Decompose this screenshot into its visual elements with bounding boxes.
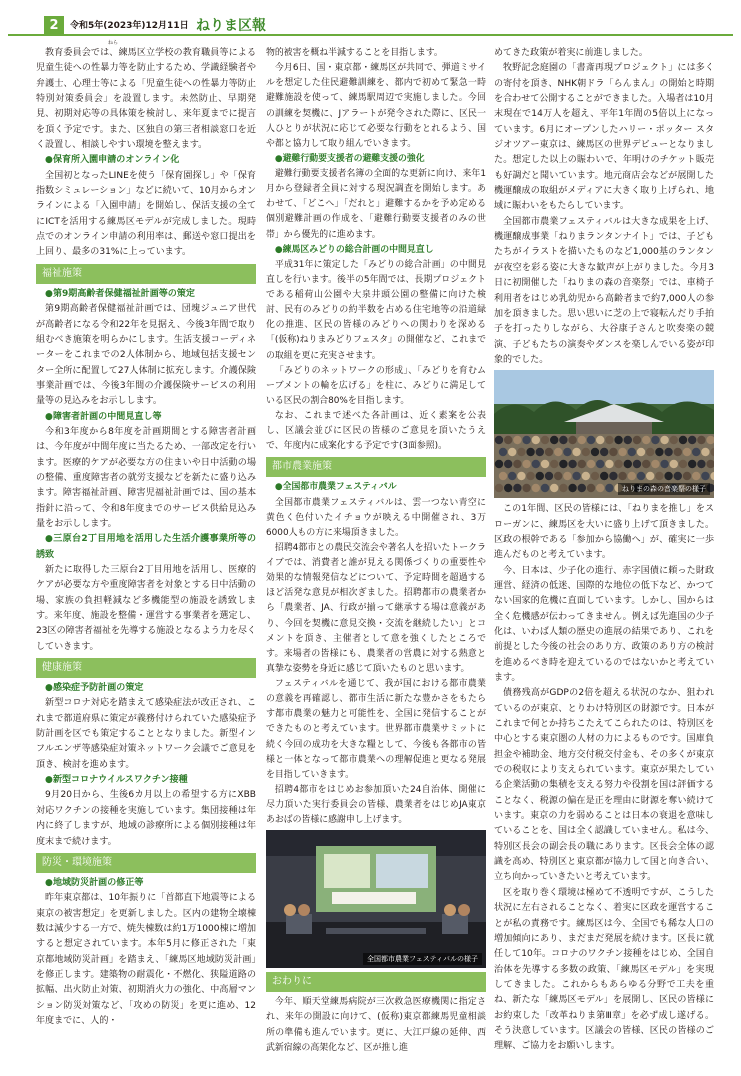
section-heading: おわりに — [266, 972, 486, 992]
paragraph: 招聘4都市をはじめお参加頂いた24自治体、開催に尽力頂いた実行委員会の皆様、農業者をはじめJA東京あおばの皆様に感謝申し上げます。 — [266, 784, 486, 826]
paragraph: 昨年東京都は、10年振りに「首都直下地震等による東京の被害想定」を更新しました。区内の建物全壊棟数は減少する一方で、焼失棟数は約1万1000棟に増加すると想定されています。本年5月に修正された「東京都地域防災計画」を踏まえ、「練馬区地域防災計画」を修正します。建築物の耐震化・不燃化、狭隘道路の拡幅、出火防止対策、初期消火力の強化、中高層マンション防災対策など、「攻めの防災」を更に進め、12年度までに、人的・ — [36, 893, 256, 1026]
paragraph: 今和3年度から8年度を計画期間とする障害者計画は、今年度が中間年度に当たるため、一部改定を行います。医療的ケアが必要な方の住まいや日中活動の場の整備、重度障害者の就労支援などを新たに盛り込みます。障害福祉計画、障害児福祉計画では、国の基本指針に沿って、令和8年度までのサービス供給見込み量をお示しします。 — [36, 426, 256, 529]
photo — [494, 370, 714, 498]
paragraph: フェスティバルを通じて、我が国における都市農業の意義を再確認し、都市生活に新たな豊かさをもたらす都市農業の魅力と可能性を、全国に発信することができたものと考えています。世界都市農業サミットに続く今回の成功を大きな糧として、今後も各都市の皆様と一体となって都市農業への理解促進と更なる発展を目指していきます。 — [266, 679, 486, 780]
paragraph: 9月20日から、生後6カ月以上の希望する方にXBB対応ワクチンの接種を実施しています。集団接種は年内に終了しますが、地域の診療所による個別接種は年度末まで続けます。 — [36, 790, 256, 847]
subsection-heading: ●保育所入園申請のオンライン化 — [45, 155, 180, 166]
paragraph: 全国初となったLINEを使う「保育園探し」や「保育指数シミュレーション」などに続いて、10月からオンラインによる「入園申請」を開始し、保活支援の全てにICTを活用する練馬区モデルが完成しました。現時点でのオンライン申請の利用率は、郵送や窓口提出を上回り、最多の31%に上っています。 — [36, 170, 256, 258]
paragraph: 今年、順天堂練馬病院が三次救急医療機関に指定され、来年の開設に向けて、(仮称)東京都練馬児童相談所の準備も進んでいます。更に、大江戸線の延伸、西武新宿線の高架化など、区が推し進 — [266, 997, 486, 1053]
paragraph: 第9期高齢者保健福祉計画では、団塊ジュニア世代が高齢者になる令和22年を見据え、今後3年間で取り組むべき施策を明らかにします。生活支援コーディネーターをこれまでの2人体制から、地域包括支援センター全所に配置して27人体制に拡充します。介護保険事業計画では、今後3年間の介護保険サービスの利用量等の見込みをお示しします。 — [36, 304, 256, 407]
paragraph: めてきた政策が着実に前進しました。 — [494, 48, 648, 58]
subsection-heading: ●障害者計画の中間見直し等 — [45, 411, 162, 422]
paragraph: 招聘4都市との農民交流会や著名人を招いたトークライブでは、消費者と誰が見える関係づくりの重要性や効果的な情報発信などについて、予定時間を超過するほど活発な意見が相次ぎました。招聘都市の農業者から「農業者、JA、行政が揃って継承する場は意義があり、今回を契機に意見交換・交流を継続したい」とコメントを頂き、主催者として意を強くしたところです。来場者の皆様にも、農業者の営農に対する熱意と真摯な姿勢を身近に感じて頂いたものと思います。 — [266, 542, 486, 674]
paragraph: 教育委員会では、練馬区立学校の教育職員等による児童生徒への性暴力等を防止するため、学識経験者や弁護士、心理士等による「児童生徒への性暴力等防止特別対策委員会」を設置します。未然防止、早期発見、初期対応等の具体策を検討し、来年夏までに提言を頂く予定です。また、区独自の第三者相談窓口を近く設置し、相談しやすい環境を整えます。 — [36, 48, 256, 151]
issue-date: 令和5年(2023年)12月11日 — [70, 21, 189, 31]
subsection-heading: ●避難行動要支援者の避難支援の強化 — [274, 153, 425, 164]
subsection-heading: ●練馬区みどりの総合計画の中間見直し — [274, 244, 434, 255]
paragraph: 牧野記念庭園の「書斎再現プロジェクト」には多くの寄付を頂き、NHK朝ドラ「らんまん」の開始と時期を合わせて公開することができました。入場者は10月末現在で14万人を超え、平年1年間の5倍以上になっています。6月にオープンしたハリー・ポッター スタジオツアー東京は、練馬区の世界デビューとなりました。想定した以上の賑わいで、年明けのチケット販売も好調だと聞いています。地元商店会などが展開した機運醸成の取組がメディアに大きく取り上げられ、地域に賑わいをもたらしています。 — [494, 63, 714, 212]
paragraph: 新たに取得した三原台2丁目用地を活用し、医療的ケアが必要な方や重度障害者を対象とする日中活動の場、家族の負担軽減など多機能型の施設を誘致します。来年度、施設を整備・運営する事業者を選定し、23区の障害者福祉を先導する施設となるよう力を尽くしていきます。 — [36, 565, 256, 652]
paragraph: 今、日本は、少子化の進行、赤字国債に頼った財政運営、経済の低迷、国際的な地位の低下など、かつてない国家的危機に直面しています。しかし、国からは全く危機感が伝わってきません。例えば先進国の少子化は、いわば人類の歴史の進展の結果であり、これを前提とした今後の社会のあり方、政策のあり方の検討を進めるべき時を迎えているのではないかと考えています。 — [494, 565, 714, 683]
column-3 — [494, 46, 714, 1055]
column-2 — [266, 46, 486, 1056]
paragraph: 全国都市農業フェスティバルは、雲一つない青空に黄色く色付いたイチョウが映える中開催され、3万6000人もの方に来場頂きました。 — [266, 497, 486, 538]
page-number: 2 — [44, 16, 64, 36]
subsection-heading: ●三原台2丁目用地を活用した生活介護事業所等の誘致 — [36, 534, 256, 560]
column-1 — [36, 46, 256, 1029]
paragraph: 物的被害を概ね半減することを目指します。 — [266, 48, 443, 58]
photo-caption: 全国都市農業フェスティバルの様子 — [363, 953, 482, 965]
page-header — [8, 6, 733, 36]
paragraph: 「みどりのネットワークの形成」、「みどりを育むムーブメントの輪を広げる」を柱に、みどりに満足している区民の割合80%を目指します。 — [266, 365, 486, 406]
paragraph: 債務残高がGDPの2倍を超える状況のなか、狙われているのが東京、とりわけ特別区の財源です。日本がこれまで何とか持ちこたえてこられたのは、特別区を中心とする東京圏の人材の力によるものです。国庫負担金や補助金、地方交付税交付金も、その多くが東京での税収により支えられています。東京が果たしている企業活動の集積を支える努力や役割を国は評価することなく、税源の偏在是正を理由に財源を奪い続けています。東京の力を弱めることは日本の衰退を意味していることを、国は全く認識していません。私は今、特別区長会の副会長の職にあります。区長会全体の認識を高め、特別区と東京都が協力して国と向き合い、立ち向かっていきたいと考えています。 — [494, 688, 714, 883]
paragraph: 今月6日、国・東京都・練馬区が共同で、弾道ミサイルを想定した住民避難訓練を、都内で初めて緊急一時避難施設を使って、練馬駅周辺で実施しました。今回の訓練を契機に、Jアラートが発令された際に、区民一人ひとりが状況に応じて必要な行動をとれるよう、国や都と協力して取り組んでいきます。 — [266, 63, 486, 149]
photo-caption: ねりまの森の音楽祭の様子 — [618, 483, 710, 495]
photo — [266, 830, 486, 968]
subsection-heading: ●第9期高齢者保健福祉計画等の策定 — [45, 288, 195, 299]
publication-logo: ねりま区報 — [196, 18, 266, 34]
subsection-heading: ●全国都市農業フェスティバル — [274, 482, 397, 493]
paragraph: なお、これまで述べた各計画は、近く素案を公表し、区議会並びに区民の皆様のご意見を頂いたうえで、年度内に成案化する予定です(3面参照)。 — [266, 411, 486, 452]
paragraph: 全国都市農業フェスティバルは大きな成果を上げ、機運醸成事業「ねりまランタンナイト」では、子どもたちがイラストを描いたものなど1,000基のランタンが夜空を彩る姿に大きな歓声が上がりました。今月3日に初開催した「ねりまの森の音楽祭」では、車椅子利用者をはじめ乳幼児から高齢者まで約7,000人の参加を頂きました。思い思いに芝の上で寝転んだり手拍子を打ったりしながら、大谷康子さんと吹奏楽の競演、子どもたちの演奏やダンスを楽しんでいる姿が印象的でした。 — [494, 216, 714, 365]
section-heading: 都市農業施策 — [266, 457, 486, 477]
section-heading: 防災・環境施策 — [36, 853, 256, 873]
subsection-heading: ●感染症予防計画の策定 — [45, 683, 144, 694]
subsection-heading: ●地域防災計画の修正等 — [45, 877, 144, 888]
paragraph: 平成31年に策定した「みどりの総合計画」の中間見直しを行います。後半の5年間では、長期プロジェクトである稲荷山公園や大泉井頭公園の整備に向けた検討、民有のみどりの約半数を占める住宅地等の沿道緑化の推進、区民の皆様のみどりへの関わりを深める「(仮称)ねりまみどりフェスタ」の開催など、これまでの取組を更に充実させます。 — [266, 259, 486, 361]
section-heading: 福祉施策 — [36, 264, 256, 284]
paragraph: この1年間、区民の皆様には、「ねりまを推し」をスローガンに、練馬区を大いに盛り上げて頂きました。区政の根幹である「参加から協働へ」が、確実に一歩進んだものと考えています。 — [494, 504, 714, 561]
paragraph: 区を取り巻く環境は極めて不透明ですが、こうした状況に左右されることなく、着実に区政を運営することが私の責務です。練馬区は今、全国でも稀な人口の増加傾向にあり、まだまだ発展を続けます。区長に就任して10年。コロナのワクチン接種をはじめ、全国自治体を先導する多数の政策、「練馬区モデル」を実現してきました。これからもあらゆる分野で工夫を重ね、新たな「練馬区モデル」を展開し、区民の皆様にお約束した「改革ねりま第Ⅲ章」を必ず成し遂げる。そう決意しています。区議会の皆様、区民の皆様のご理解、ご協力をお願いします。 — [494, 887, 714, 1052]
section-heading: 健康施策 — [36, 658, 256, 678]
paragraph: 新型コロナ対応を踏まえて感染症法が改正され、これまで都道府県に策定が義務付けられていた感染症予防計画を区でも策定することとなりました。新型インフルエンザ等感染症対策ネットワーク会議でご意見を頂き、検討を進めます。 — [36, 698, 256, 770]
paragraph: 避難行動要支援者名簿の全面的な更新に向け、来年1月から登録者全員に対する現況調査を開始します。あわせて、「どこへ」「だれと」避難するかを予め定める個別避難計画の作成を、「避難行動要支援者のみの世帯」から優先的に進めます。 — [266, 169, 486, 240]
furigana-note: ねら — [108, 40, 119, 46]
subsection-heading: ●新型コロナウイルスワクチン接種 — [45, 775, 188, 786]
